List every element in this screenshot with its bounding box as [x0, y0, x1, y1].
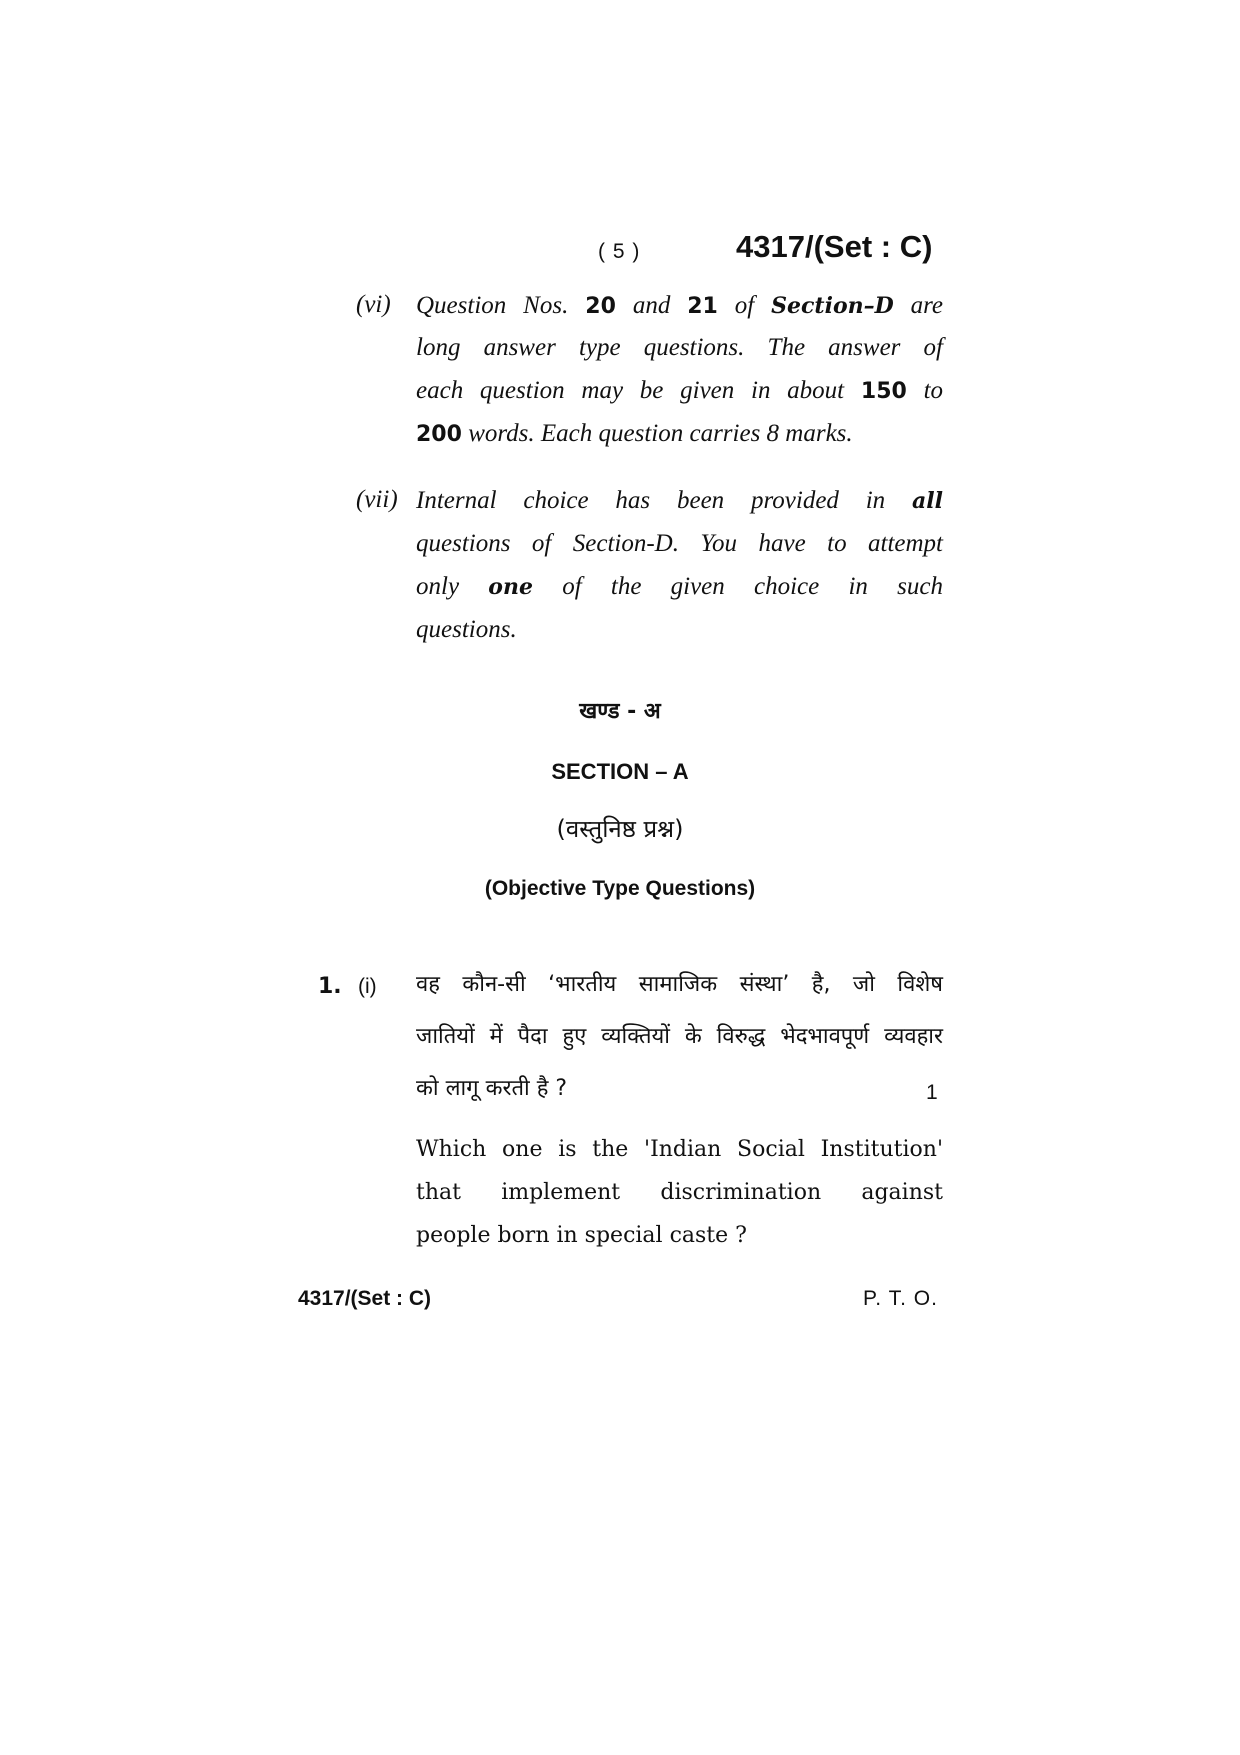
- instruction-vii-line-1: Internal choice has been provided in all: [416, 487, 943, 514]
- set-code-footer: 4317/(Set : C): [298, 1287, 432, 1310]
- instruction-vi-line-2: long answer type questions. The answer of: [416, 334, 943, 361]
- section-title-hindi: खण्ड - अ: [579, 699, 661, 724]
- instruction-vi-line-4: 200 words. Each question carries 8 marks.: [416, 420, 853, 447]
- instruction-vi-line-3: each question may be given in about 150 to: [416, 377, 944, 404]
- section-title-english: SECTION – A: [551, 759, 689, 784]
- instruction-vii-label: (vii): [356, 486, 398, 513]
- page-number: ( 5 ): [598, 240, 641, 263]
- section-subtitle-hindi: (वस्तुनिष्ठ प्रश्न): [556, 815, 684, 843]
- instruction-vii-line-4: questions.: [416, 616, 517, 643]
- question-hindi-line-1: वह कौन-सी ‘भारतीय सामाजिक संस्था’ है, जो विशेष: [416, 972, 943, 997]
- question-english-line-3: people born in special caste ?: [416, 1223, 747, 1248]
- please-turn-over: P. T. O.: [863, 1287, 938, 1310]
- section-subtitle-english: (Objective Type Questions): [484, 877, 756, 900]
- instruction-vii-line-3: only one of the given choice in such: [416, 573, 943, 600]
- instruction-vi-line-1: Question Nos. 20 and 21 of Section–D are: [416, 292, 944, 319]
- question-english-line-2: that implement discrimination against: [416, 1180, 943, 1205]
- instruction-vi-label: (vi): [356, 291, 391, 318]
- instruction-vii-line-2: questions of Section-D. You have to attempt: [416, 530, 943, 557]
- question-marks: 1: [926, 1081, 938, 1104]
- question-hindi-line-2: जातियों में पैदा हुए व्यक्तियों के विरुद्ध भेदभावपूर्ण व्यवहार: [416, 1024, 943, 1049]
- question-number: 1.: [318, 974, 342, 999]
- set-code-header: 4317/(Set : C): [736, 229, 933, 264]
- question-english-line-1: Which one is the 'Indian Social Institution': [416, 1137, 943, 1162]
- question-hindi-line-3: को लागू करती है ?: [416, 1076, 568, 1101]
- question-subpart: (i): [358, 975, 377, 998]
